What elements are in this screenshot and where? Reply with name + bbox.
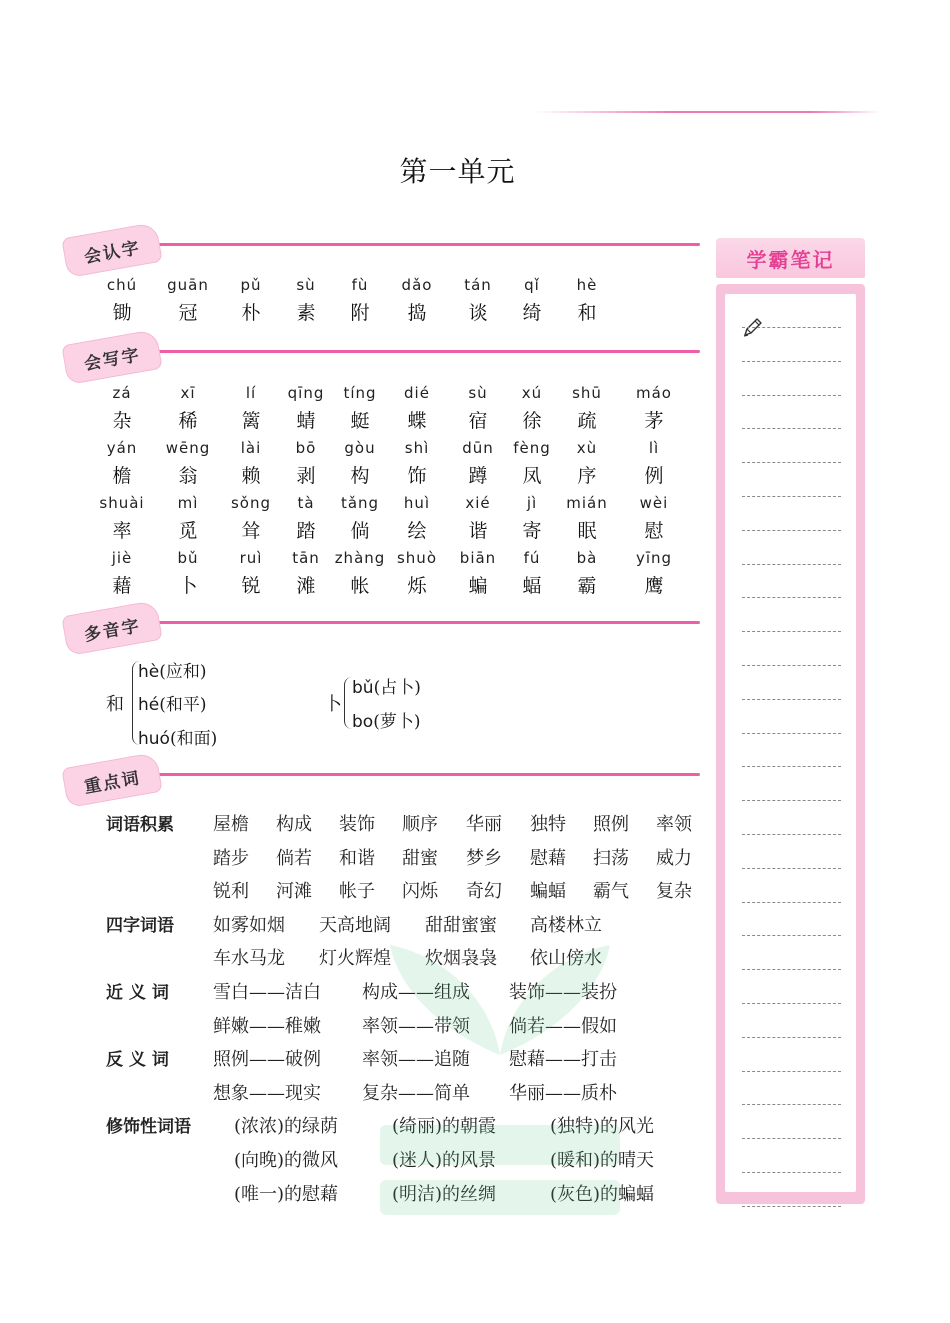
hanzi: 蝙 bbox=[468, 575, 488, 597]
pinyin: tán bbox=[464, 276, 492, 294]
section-divider bbox=[154, 350, 700, 353]
polyphone-item: hé(和平) bbox=[138, 695, 207, 715]
hanzi: 霸 bbox=[577, 575, 597, 597]
keypoint-row bbox=[106, 1110, 706, 1144]
hanzi: 篱 bbox=[241, 410, 261, 432]
keypoints-list bbox=[106, 808, 706, 1211]
keypoint-label: 四字词语 bbox=[106, 915, 174, 936]
hanzi: 剥 bbox=[296, 465, 316, 487]
top-decorative-line bbox=[535, 111, 880, 113]
keypoint-word: 复杂——简单 bbox=[362, 1082, 470, 1104]
note-line bbox=[742, 428, 841, 429]
keypoint-word: 慰藉——打击 bbox=[509, 1049, 617, 1071]
hanzi: 附 bbox=[350, 302, 370, 324]
keypoint-word: 装饰——装扮 bbox=[509, 981, 617, 1003]
pinyin: tǎng bbox=[340, 494, 380, 512]
char-cell bbox=[624, 384, 684, 433]
pinyin: sù bbox=[296, 276, 316, 294]
hanzi: 慰 bbox=[644, 520, 664, 542]
char-cell bbox=[502, 384, 562, 433]
hanzi: 谈 bbox=[468, 302, 488, 324]
pinyin: ruì bbox=[239, 549, 263, 567]
pinyin: yīng bbox=[635, 549, 673, 567]
keypoint-word: 依山傍水 bbox=[530, 948, 602, 970]
keypoint-word: 如雾如烟 bbox=[213, 914, 285, 936]
keypoint-word: 踏步 bbox=[213, 847, 249, 869]
note-line bbox=[742, 969, 841, 970]
section-header-write bbox=[64, 337, 700, 377]
polyphone-item: hè(应和) bbox=[138, 662, 207, 682]
char-cell bbox=[330, 384, 390, 433]
char-cell bbox=[276, 384, 336, 433]
char-cell bbox=[221, 384, 281, 433]
keypoint-word: 鲜嫩——稚嫩 bbox=[213, 1015, 321, 1037]
note-line bbox=[742, 935, 841, 936]
keypoint-row bbox=[106, 909, 706, 943]
pinyin: tíng bbox=[343, 384, 377, 402]
keypoint-word: 想象——现实 bbox=[213, 1082, 321, 1104]
char-cell bbox=[448, 276, 508, 325]
keypoint-row bbox=[106, 1077, 706, 1111]
hanzi: 凤 bbox=[522, 465, 542, 487]
hanzi: 谐 bbox=[468, 520, 488, 542]
hanzi: 蝶 bbox=[407, 410, 427, 432]
keypoint-word: 闪烁 bbox=[402, 881, 438, 903]
pinyin: tān bbox=[292, 549, 320, 567]
keypoint-word: 屋檐 bbox=[213, 814, 249, 835]
hanzi: 烁 bbox=[407, 575, 427, 597]
keypoint-word: 和谐 bbox=[339, 847, 375, 869]
keypoint-word: 雪白——洁白 bbox=[213, 981, 321, 1003]
pinyin: fù bbox=[351, 276, 369, 294]
pinyin: lì bbox=[648, 439, 660, 457]
keypoint-word: 车水马龙 bbox=[213, 948, 285, 970]
char-cell bbox=[502, 276, 562, 325]
pinyin: xī bbox=[180, 384, 196, 402]
keypoint-word: 倘若——假如 bbox=[509, 1015, 617, 1037]
char-cell bbox=[387, 384, 447, 433]
char-cell bbox=[158, 494, 218, 543]
pinyin: shuò bbox=[396, 549, 437, 567]
char-cell bbox=[330, 439, 390, 488]
note-line bbox=[742, 1071, 841, 1072]
pinyin: xú bbox=[521, 384, 543, 402]
char-cell bbox=[276, 549, 336, 598]
pinyin: chú bbox=[106, 276, 138, 294]
section-header-recognize bbox=[64, 230, 700, 270]
keypoint-word: (唯一)的慰藉 bbox=[234, 1183, 339, 1205]
hanzi: 素 bbox=[296, 302, 316, 324]
keypoint-word: 扫荡 bbox=[593, 847, 629, 869]
note-line bbox=[742, 361, 841, 362]
keypoint-word: 帐子 bbox=[339, 881, 375, 903]
hanzi: 眠 bbox=[577, 520, 597, 542]
pinyin: bǔ bbox=[177, 549, 199, 567]
char-cell bbox=[624, 549, 684, 598]
hanzi: 倘 bbox=[350, 520, 370, 542]
section-divider bbox=[154, 773, 700, 776]
hanzi: 滩 bbox=[296, 575, 316, 597]
char-cell bbox=[387, 439, 447, 488]
hanzi: 徐 bbox=[522, 410, 542, 432]
hanzi: 朴 bbox=[241, 302, 261, 324]
note-line bbox=[742, 395, 841, 396]
note-line bbox=[742, 1172, 841, 1173]
char-cell bbox=[158, 276, 218, 325]
hanzi: 蝠 bbox=[522, 575, 542, 597]
note-line bbox=[742, 902, 841, 903]
hanzi: 宿 bbox=[468, 410, 488, 432]
pinyin: shuài bbox=[99, 494, 145, 512]
note-line bbox=[742, 733, 841, 734]
keypoint-word: 甜蜜 bbox=[402, 847, 438, 869]
char-cell bbox=[92, 439, 152, 488]
hanzi: 冠 bbox=[178, 302, 198, 324]
pinyin: yán bbox=[106, 439, 138, 457]
hanzi: 藉 bbox=[112, 575, 132, 597]
hanzi: 寄 bbox=[522, 520, 542, 542]
pinyin: jiè bbox=[111, 549, 133, 567]
keypoint-label: 修饰性词语 bbox=[106, 1117, 191, 1138]
note-line bbox=[742, 496, 841, 497]
pinyin: fèng bbox=[513, 439, 551, 457]
hanzi: 锄 bbox=[112, 302, 132, 324]
pinyin: máo bbox=[636, 384, 672, 402]
hanzi: 稀 bbox=[178, 410, 198, 432]
keypoint-word: 甜甜蜜蜜 bbox=[425, 914, 497, 936]
char-cell bbox=[276, 494, 336, 543]
char-cell bbox=[448, 439, 508, 488]
keypoint-word: 慰藉 bbox=[530, 847, 566, 869]
hanzi: 赖 bbox=[241, 465, 261, 487]
pinyin: qīng bbox=[287, 384, 325, 402]
note-line bbox=[742, 462, 841, 463]
note-line bbox=[742, 800, 841, 801]
keypoint-row bbox=[106, 1144, 706, 1178]
pinyin: qǐ bbox=[524, 276, 540, 294]
char-cell bbox=[448, 384, 508, 433]
char-cell bbox=[557, 549, 617, 598]
char-cell bbox=[221, 494, 281, 543]
pinyin: fú bbox=[523, 549, 541, 567]
pinyin: hè bbox=[576, 276, 598, 294]
keypoint-word: 高楼林立 bbox=[530, 914, 602, 936]
keypoint-row bbox=[106, 842, 706, 876]
hanzi: 捣 bbox=[407, 302, 427, 324]
hanzi: 翁 bbox=[178, 465, 198, 487]
char-cell bbox=[92, 276, 152, 325]
pinyin: gòu bbox=[344, 439, 376, 457]
hanzi: 鹰 bbox=[644, 575, 664, 597]
keypoint-word: (向晚)的微风 bbox=[234, 1149, 339, 1171]
keypoint-word: 装饰 bbox=[339, 814, 375, 835]
hanzi: 帐 bbox=[350, 575, 370, 597]
char-cell bbox=[502, 549, 562, 598]
hanzi: 蹲 bbox=[468, 465, 488, 487]
section-tab-recognize: 会认字 bbox=[61, 222, 162, 278]
char-cell bbox=[557, 439, 617, 488]
char-cell bbox=[557, 384, 617, 433]
keypoint-word: 独特 bbox=[530, 814, 566, 835]
note-line bbox=[742, 1003, 841, 1004]
hanzi: 绮 bbox=[522, 302, 542, 324]
hanzi: 檐 bbox=[112, 465, 132, 487]
char-cell bbox=[158, 384, 218, 433]
notes-area[interactable] bbox=[725, 294, 856, 1192]
keypoint-row bbox=[106, 976, 706, 1010]
section-divider bbox=[154, 621, 700, 624]
pinyin: shū bbox=[572, 384, 602, 402]
section-divider bbox=[154, 243, 700, 246]
pinyin: dūn bbox=[462, 439, 494, 457]
note-line bbox=[742, 631, 841, 632]
keypoint-word: 奇幻 bbox=[466, 881, 502, 903]
hanzi: 茅 bbox=[644, 410, 664, 432]
keypoint-word: 锐利 bbox=[213, 881, 249, 903]
note-line bbox=[742, 1206, 841, 1207]
pinyin: zhàng bbox=[334, 549, 386, 567]
keypoint-word: 顺序 bbox=[402, 814, 438, 835]
keypoint-label: 反 义 词 bbox=[106, 1050, 169, 1071]
keypoint-word: 灯火辉煌 bbox=[319, 948, 391, 970]
char-cell bbox=[557, 494, 617, 543]
polyphone-char: 和 bbox=[106, 694, 124, 715]
keypoint-row bbox=[106, 1178, 706, 1212]
note-line bbox=[742, 699, 841, 700]
keypoint-word: 构成 bbox=[276, 814, 312, 835]
keypoint-row bbox=[106, 942, 706, 976]
char-cell bbox=[330, 276, 390, 325]
char-cell bbox=[276, 276, 336, 325]
char-cell bbox=[448, 549, 508, 598]
pinyin: bō bbox=[295, 439, 317, 457]
hanzi: 踏 bbox=[296, 520, 316, 542]
pinyin: biān bbox=[459, 549, 497, 567]
keypoint-word: (浓浓)的绿荫 bbox=[234, 1116, 339, 1138]
char-cell bbox=[624, 439, 684, 488]
keypoint-word: 霸气 bbox=[593, 881, 629, 903]
keypoint-row bbox=[106, 1043, 706, 1077]
keypoint-word: 威力 bbox=[656, 847, 692, 869]
pinyin: dǎo bbox=[401, 276, 433, 294]
note-line bbox=[742, 665, 841, 666]
char-cell bbox=[330, 549, 390, 598]
char-cell bbox=[387, 276, 447, 325]
char-cell bbox=[158, 549, 218, 598]
hanzi: 构 bbox=[350, 465, 370, 487]
keypoint-word: (独特)的风光 bbox=[550, 1116, 655, 1138]
note-line bbox=[742, 766, 841, 767]
char-cell bbox=[158, 439, 218, 488]
keypoint-label: 词语积累 bbox=[106, 815, 174, 835]
polyphone-item: huó(和面) bbox=[138, 729, 218, 749]
char-cell bbox=[624, 494, 684, 543]
char-cell bbox=[92, 549, 152, 598]
char-cell bbox=[502, 439, 562, 488]
hanzi: 觅 bbox=[178, 520, 198, 542]
note-line bbox=[742, 868, 841, 869]
keypoint-word: 河滩 bbox=[276, 881, 312, 903]
pinyin: bà bbox=[576, 549, 598, 567]
hanzi: 卜 bbox=[178, 575, 198, 597]
pinyin: mián bbox=[566, 494, 608, 512]
note-line bbox=[742, 564, 841, 565]
pinyin: guān bbox=[167, 276, 209, 294]
keypoint-word: 天高地阔 bbox=[319, 914, 391, 936]
keypoint-word: 率领——带领 bbox=[362, 1015, 470, 1037]
hanzi: 蜓 bbox=[350, 410, 370, 432]
keypoint-word: 梦乡 bbox=[466, 847, 502, 869]
note-line bbox=[742, 1138, 841, 1139]
note-line bbox=[742, 1037, 841, 1038]
keypoint-word: 照例 bbox=[593, 814, 629, 835]
polyphone-item: bo(萝卜) bbox=[352, 712, 421, 732]
sidebar-title: 学霸笔记 bbox=[716, 238, 865, 278]
note-line bbox=[742, 327, 841, 328]
keypoint-word: (绮丽)的朝霞 bbox=[392, 1116, 497, 1138]
note-line bbox=[742, 530, 841, 531]
hanzi: 和 bbox=[577, 302, 597, 324]
section-tab-polyphone: 多音字 bbox=[61, 600, 162, 656]
notes-sidebar bbox=[716, 284, 865, 1204]
pinyin: zá bbox=[112, 384, 132, 402]
section-tab-keypoints: 重点词 bbox=[61, 752, 162, 808]
hanzi: 序 bbox=[577, 465, 597, 487]
pinyin: wēng bbox=[165, 439, 211, 457]
keypoint-word: (迷人)的风景 bbox=[392, 1149, 497, 1171]
pinyin: dié bbox=[404, 384, 430, 402]
hanzi: 率 bbox=[112, 520, 132, 542]
keypoint-word: 照例——破例 bbox=[213, 1049, 321, 1071]
keypoint-word: 复杂 bbox=[656, 881, 692, 903]
char-cell bbox=[557, 276, 617, 325]
pinyin: sǒng bbox=[230, 494, 272, 512]
char-cell bbox=[92, 384, 152, 433]
pinyin: jì bbox=[526, 494, 538, 512]
keypoint-word: 炊烟袅袅 bbox=[425, 948, 497, 970]
hanzi: 例 bbox=[644, 465, 664, 487]
keypoint-row bbox=[106, 1010, 706, 1044]
pinyin: sù bbox=[468, 384, 488, 402]
hanzi: 锐 bbox=[241, 575, 261, 597]
char-cell bbox=[330, 494, 390, 543]
char-cell bbox=[92, 494, 152, 543]
brace-icon bbox=[344, 677, 352, 729]
note-line bbox=[742, 597, 841, 598]
keypoint-row bbox=[106, 875, 706, 909]
hanzi: 蜻 bbox=[296, 410, 316, 432]
keypoint-word: 倘若 bbox=[276, 847, 312, 869]
char-cell bbox=[448, 494, 508, 543]
section-header-polyphone bbox=[64, 608, 700, 648]
hanzi: 绘 bbox=[407, 520, 427, 542]
char-cell bbox=[387, 494, 447, 543]
keypoint-word: 构成——组成 bbox=[362, 981, 470, 1003]
polyphone-item: bǔ(占卜) bbox=[352, 678, 421, 698]
keypoint-word: (灰色)的蝙蝠 bbox=[550, 1183, 655, 1205]
pinyin: tà bbox=[297, 494, 315, 512]
char-cell bbox=[221, 439, 281, 488]
keypoint-word: 蝙蝠 bbox=[530, 881, 566, 903]
keypoint-word: 华丽 bbox=[466, 814, 502, 835]
char-cell bbox=[502, 494, 562, 543]
keypoint-word: (明洁)的丝绸 bbox=[392, 1183, 497, 1205]
pinyin: pǔ bbox=[240, 276, 262, 294]
page-title: 第一单元 bbox=[399, 155, 516, 188]
section-header-keypoints bbox=[64, 760, 700, 800]
char-cell bbox=[276, 439, 336, 488]
keypoint-row bbox=[106, 808, 706, 842]
pinyin: xù bbox=[576, 439, 598, 457]
char-cell bbox=[387, 549, 447, 598]
pinyin: lài bbox=[240, 439, 262, 457]
hanzi: 耸 bbox=[241, 520, 261, 542]
pinyin: xié bbox=[465, 494, 491, 512]
hanzi: 饰 bbox=[407, 465, 427, 487]
pinyin: shì bbox=[404, 439, 430, 457]
keypoint-word: 率领 bbox=[656, 814, 692, 835]
pinyin: wèi bbox=[639, 494, 669, 512]
section-tab-write: 会写字 bbox=[61, 329, 162, 385]
pinyin: lí bbox=[245, 384, 257, 402]
pinyin: mì bbox=[177, 494, 199, 512]
keypoint-word: 华丽——质朴 bbox=[509, 1082, 617, 1104]
char-cell bbox=[221, 276, 281, 325]
polyphone-char: 卜 bbox=[324, 694, 342, 715]
hanzi: 杂 bbox=[112, 410, 132, 432]
hanzi: 疏 bbox=[577, 410, 597, 432]
char-cell bbox=[221, 549, 281, 598]
keypoint-word: 率领——追随 bbox=[362, 1049, 470, 1071]
keypoint-label: 近 义 词 bbox=[106, 982, 169, 1003]
note-line bbox=[742, 1104, 841, 1105]
note-line bbox=[742, 834, 841, 835]
pinyin: huì bbox=[403, 494, 431, 512]
keypoint-word: (暖和)的晴天 bbox=[550, 1149, 655, 1171]
